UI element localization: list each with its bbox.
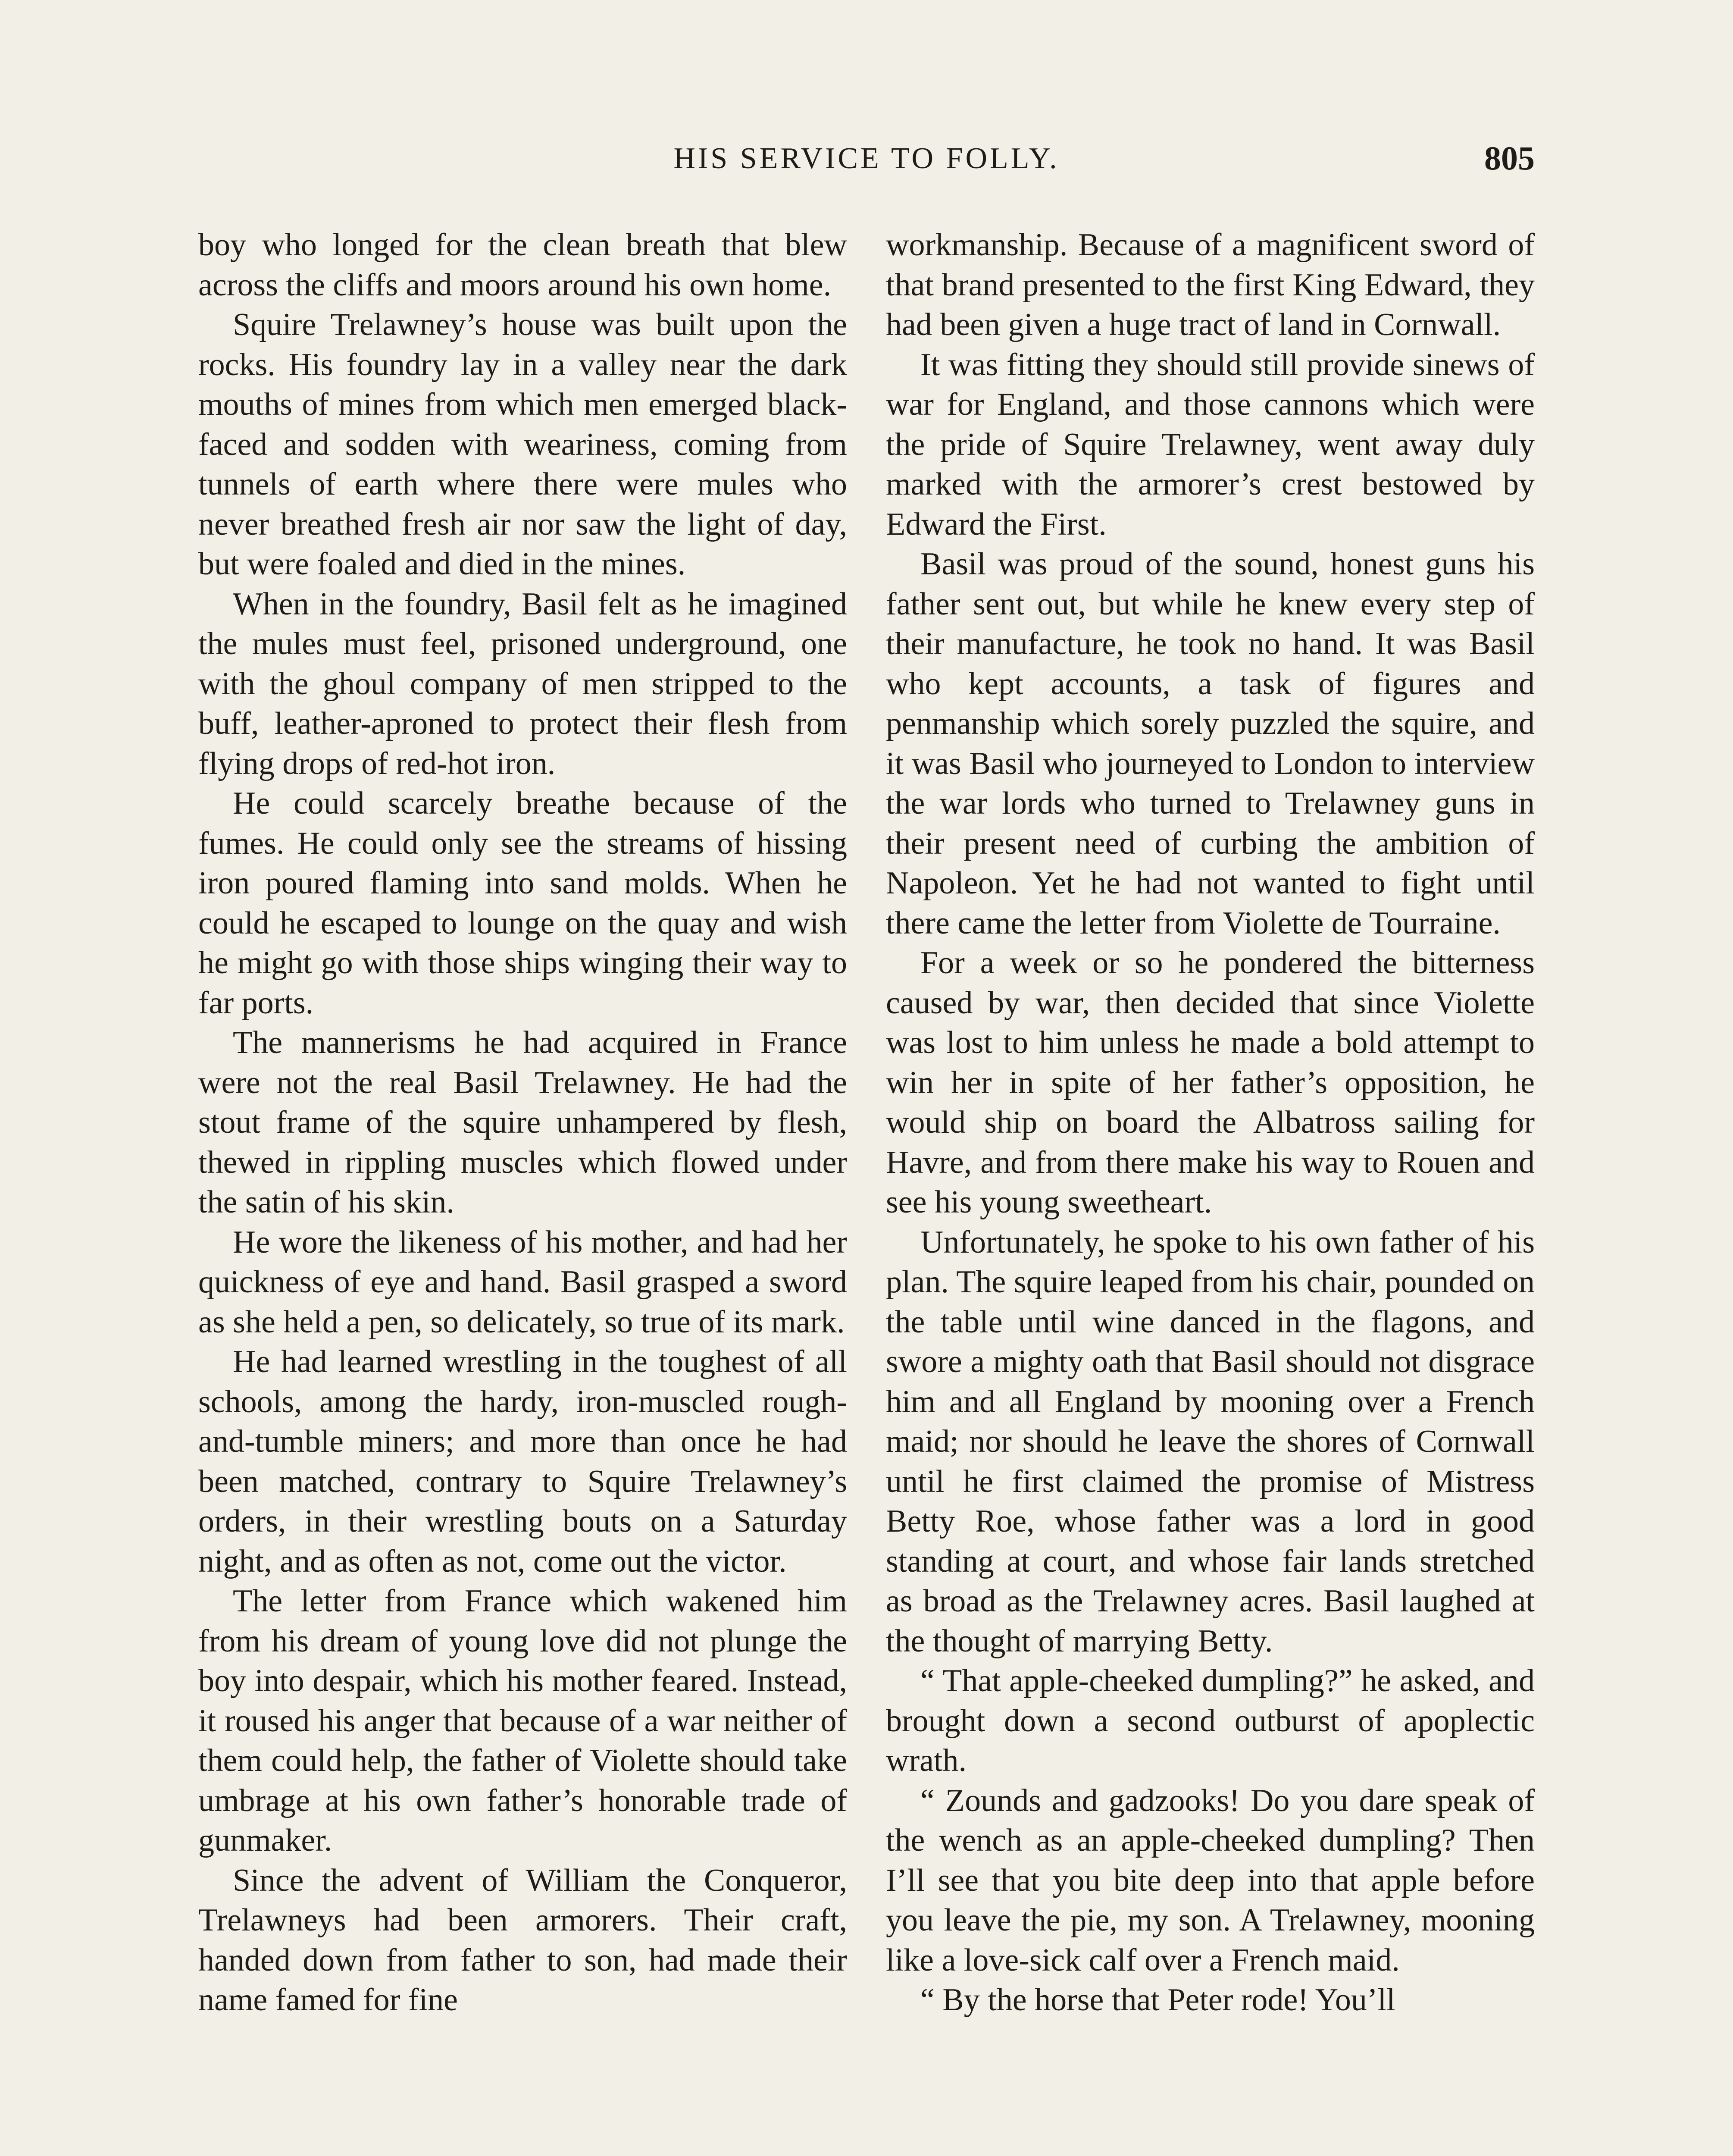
paragraph: The letter from France which wakened him from his dream of young love did not plunge the boy into despair, which his mother feared. Instead, it roused his anger that because of a war neither of them could help, the father of Violette should take umbrage at his own father’s honorable trade of gunmaker. xyxy=(198,1583,847,1858)
paragraph: When in the foundry, Basil felt as he imagined the mules must feel, prisoned underground, one with the ghoul company of men stripped to the buff, leather-aproned to protect their flesh from flying drops of red-hot iron. xyxy=(198,586,847,781)
paragraph: Basil was proud of the sound, honest guns his father sent out, but while he knew every step of their manufacture, he took no hand. It was Basil who kept accounts, a task of figures and penmanship which sorely puzzled the squire, and it was Basil who journeyed to London to interview the war lords who turned to Trelawney guns in their present need of curbing the ambition of Napoleon. Yet he had not wanted to fight until there came the letter from Violette de Tourraine. xyxy=(886,546,1535,941)
page-number: 805 xyxy=(1484,139,1535,177)
paragraph: For a week or so he pondered the bitterness caused by war, then decided that since Violette was lost to him unless he made a bold attempt to win her in spite of her father’s opposition, he would ship on board the Albatross sailing for Havre, and from there make his way to Rouen and see his young sweetheart. xyxy=(886,945,1535,1220)
paragraph: The mannerisms he had acquired in France were not the real Basil Trelawney. He had the stout frame of the squire unhampered by flesh, thewed in rippling muscles which flowed under the satin of his skin. xyxy=(198,1025,847,1220)
paragraph: “ By the horse that Peter rode! You’ll xyxy=(920,1982,1395,2018)
page-header xyxy=(198,141,1535,189)
paragraph: It was fitting they should still provide sinews of war for England, and those cannons which were the pride of Squire Trelawney, went away duly marked with the armorer’s crest bestowed by Edward the First. xyxy=(886,347,1535,542)
paragraph: boy who longed for the clean breath that blew across the cliffs and moors around his own home. xyxy=(198,227,847,303)
paragraph: “ Zounds and gadzooks! Do you dare speak of the wench as an apple-cheeked dumpling? Then I’ll see that you bite deep into that apple before you leave the pie, my son. A Trelawney, mooning like a love-sick calf over a French maid. xyxy=(886,1783,1535,1978)
paragraph: “ That apple-cheeked dumpling?” he asked, and brought down a second outburst of apoplectic wrath. xyxy=(886,1663,1535,1778)
paragraph: Squire Trelawney’s house was built upon the rocks. His foundry lay in a valley near the dark mouths of mines from which men emerged black-faced and sodden with weariness, coming from tunnels of earth where there were mules who never breathed fresh air nor saw the light of day, but were foaled and died in the mines. xyxy=(198,307,847,582)
running-title: HIS SERVICE TO FOLLY. xyxy=(673,142,1060,175)
paragraph: He wore the likeness of his mother, and had her quickness of eye and hand. Basil grasped a sword as she held a pen, so delicately, so true of its mark. xyxy=(198,1224,847,1340)
right-column xyxy=(886,225,1535,2020)
paragraph: He could scarcely breathe because of the fumes. He could only see the streams of hissing iron poured flaming into sand molds. When he could he escaped to lounge on the quay and wish he might go with those ships winging their way to far ports. xyxy=(198,786,847,1021)
paragraph: He had learned wrestling in the toughest of all schools, among the hardy, iron-muscled rough-and-tumble miners; and more than once he had been matched, contrary to Squire Trelawney’s orders, in their wrestling bouts on a Saturday night, and as often as not, come out the victor. xyxy=(198,1344,847,1579)
paragraph: Since the advent of William the Conqueror, Trelawneys had been armorers. Their craft, handed down from father to son, had made their name famed for fine xyxy=(198,1862,847,2018)
paragraph: Unfortunately, he spoke to his own father of his plan. The squire leaped from his chair, pounded on the table until wine danced in the flagons, and swore a mighty oath that Basil should not disgrace him and all England by mooning over a French maid; nor should he leave the shores of Cornwall until he first claimed the promise of Mistress Betty Roe, whose father was a lord in good standing at court, and whose fair lands stretched as broad as the Trelawney acres. Basil laughed at the thought of marrying Betty. xyxy=(886,1224,1535,1659)
left-column xyxy=(198,225,847,2020)
paragraph: workmanship. Because of a magnificent sword of that brand presented to the first King Edward, they had been given a huge tract of land in Cornwall. xyxy=(886,227,1535,342)
